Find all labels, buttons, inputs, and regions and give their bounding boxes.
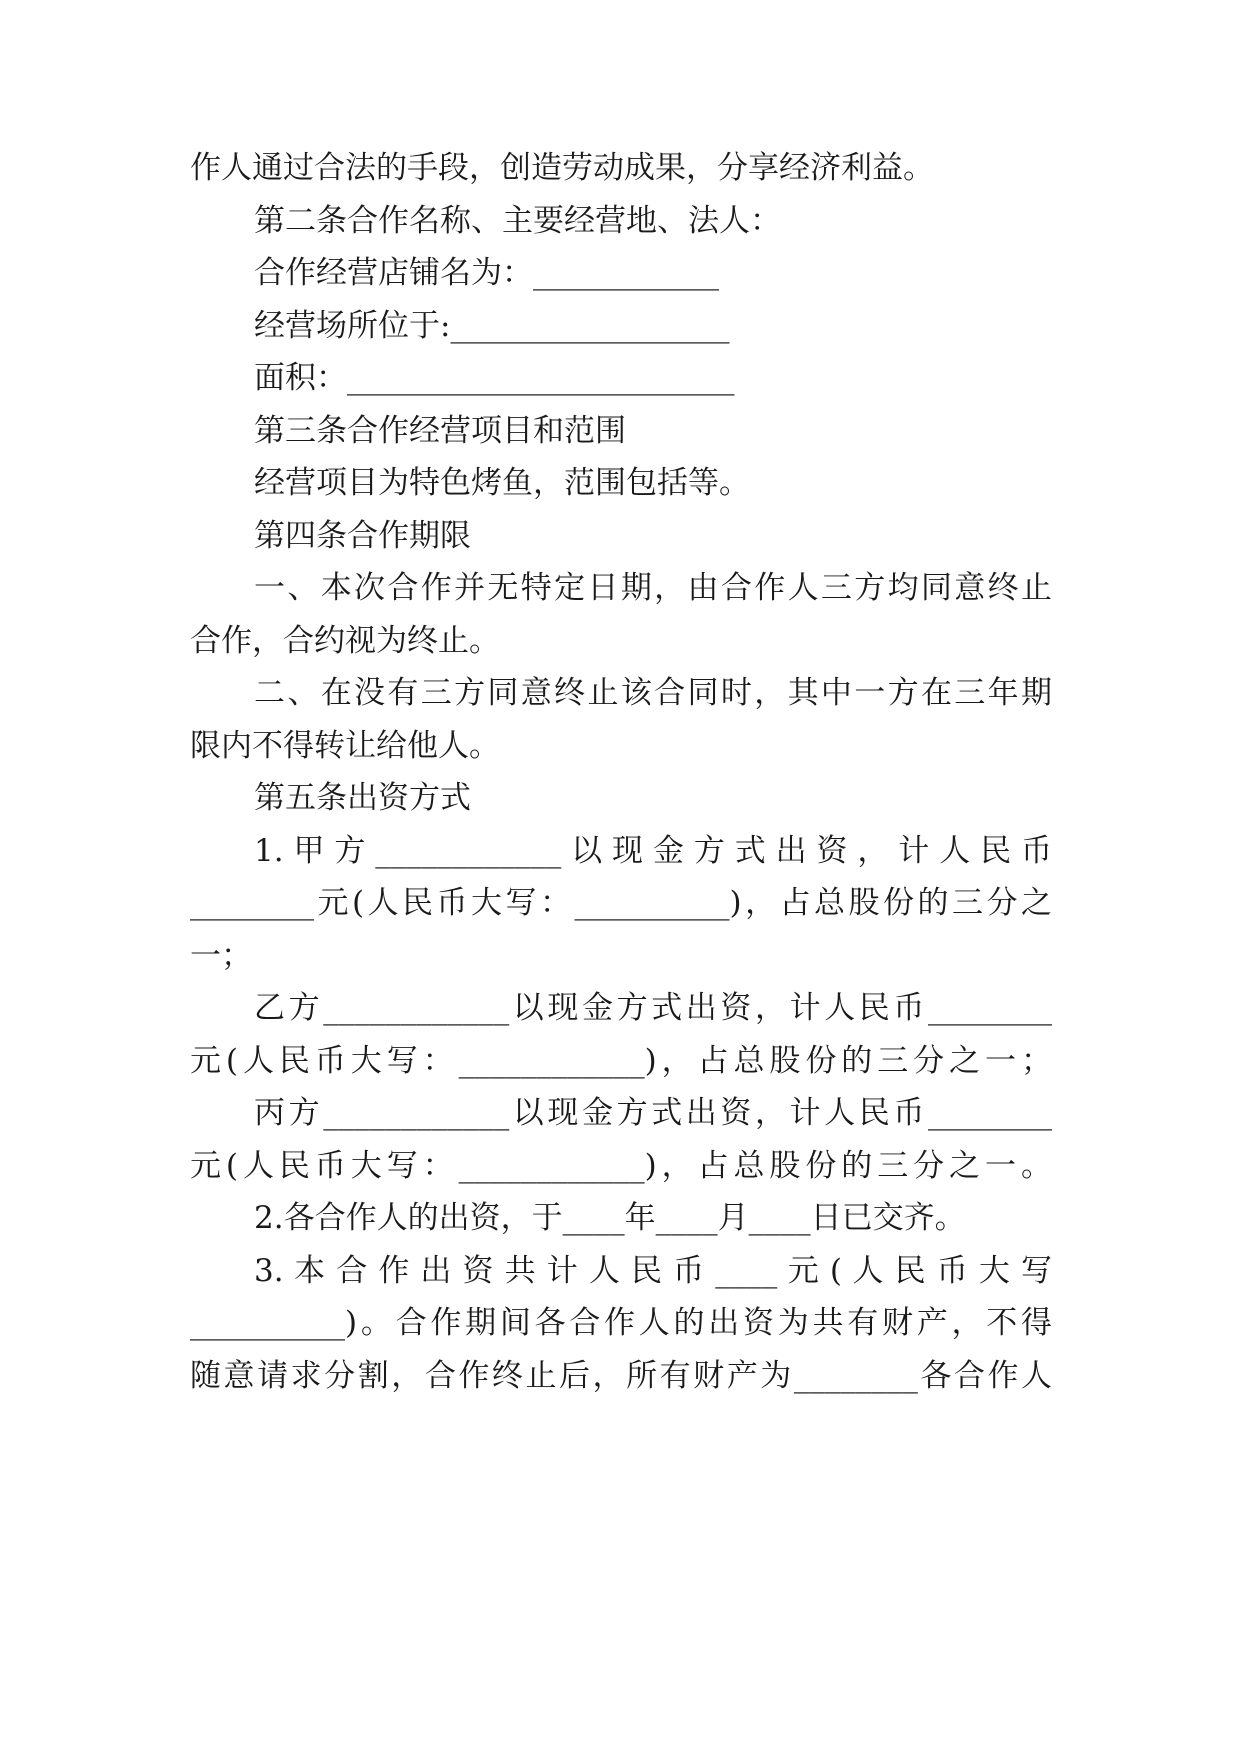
paragraph-line: ________元(人民币大写：__________)，占总股份的三分之 (190, 885, 1052, 921)
article-2-heading: 第二条合作名称、主要经营地、法人： (254, 203, 781, 239)
store-name-field: 合作经营店铺名为：____________ (254, 255, 719, 291)
paragraph-line: 二、在没有三方同意终止该合同时，其中一方在三年期 (254, 675, 1052, 711)
contribution-date-line: 2.各合作人的出资，于____年____月____日已交齐。 (254, 1200, 966, 1236)
paragraph-line: 元(人民币大写：____________)，占总股份的三分之一； (190, 1043, 1052, 1079)
party-a-contribution-line: 1. 甲 方 ____________ 以 现 金 方 式 出 资 ， 计 人 民 币 (254, 833, 1052, 869)
paragraph-line: 合作，合约视为终止。 (190, 623, 500, 659)
article-4-heading: 第四条合作期限 (254, 518, 471, 554)
total-contribution-line: 3. 本 合 作 出 资 共 计 人 民 币 ____ 元 ( 人 民 币 大 写 (254, 1253, 1052, 1289)
business-location-field: 经营场所位于:__________________ (254, 308, 730, 344)
paragraph-line: 一； (190, 938, 252, 974)
paragraph-line: 一、本次合作并无特定日期，由合作人三方均同意终止 (254, 570, 1052, 606)
party-c-contribution-line: 丙方____________以现金方式出资，计人民币________ (254, 1095, 1052, 1131)
paragraph-line: 作人通过合法的手段，创造劳动成果，分享经济利益。 (190, 150, 934, 186)
paragraph-line: 限内不得转让给他人。 (190, 728, 500, 764)
party-b-contribution-line: 乙方____________以现金方式出资，计人民币________ (254, 990, 1052, 1026)
area-field: 面积：_________________________ (254, 360, 735, 396)
paragraph-line: 元(人民币大写：____________)，占总股份的三分之一。 (190, 1148, 1052, 1184)
document-page (190, 0, 1052, 1754)
article-3-heading: 第三条合作经营项目和范围 (254, 413, 626, 449)
paragraph-line: 随意请求分割，合作终止后，所有财产为________各合作人 (190, 1358, 1052, 1394)
paragraph-line: __________)。合作期间各合作人的出资为共有财产，不得 (190, 1305, 1052, 1341)
paragraph-line: 经营项目为特色烤鱼，范围包括等。 (254, 465, 750, 501)
article-5-heading: 第五条出资方式 (254, 780, 471, 816)
